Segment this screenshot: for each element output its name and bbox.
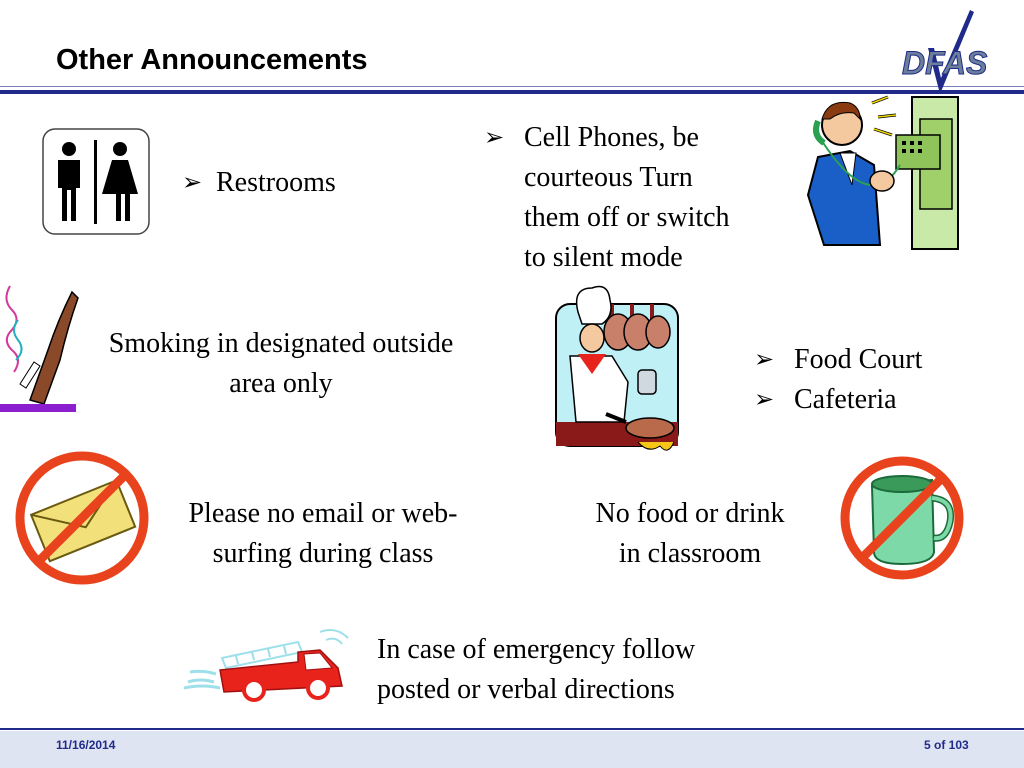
smoking-line-2: area only [229,368,333,399]
dfas-logo [900,8,1000,96]
email-text [150,494,496,574]
man-on-payphone-icon [800,95,966,255]
smoking-text [66,324,496,404]
food-bullets [754,340,922,420]
cell-phones-text [524,118,730,278]
cell-phones-line-2: courteous Turn [524,162,693,193]
title-divider [0,90,1024,94]
restrooms-label: Restrooms [216,167,336,198]
no-drink-icon [840,450,964,586]
restroom-sign-icon [42,128,150,235]
slide-title: Other Announcements [56,44,368,76]
cell-phones-line-4: to silent mode [524,242,683,273]
arrow-bullet-icon: ➢ [484,125,505,151]
no-food-line-1: No food or drink [595,498,785,529]
no-email-icon [14,450,150,586]
bullet-food-court [754,340,922,380]
bullet-restrooms [182,163,336,203]
arrow-bullet-icon: ➢ [754,347,775,373]
logo-text: DFAS [902,45,988,81]
email-line-1: Please no email or web- [188,498,458,529]
cell-phones-line-1: Cell Phones, be [524,122,699,153]
footer-band [0,731,1024,768]
fire-truck-icon [180,622,360,702]
no-food-text [560,494,820,574]
cafeteria-label: Cafeteria [794,384,897,415]
cell-phones-line-3: them off or switch [524,202,730,233]
arrow-bullet-icon: ➢ [182,170,203,196]
footer-date: 11/16/2014 [56,738,116,752]
bullet-cafeteria [754,380,922,420]
title-divider-thin [0,86,1024,87]
footer-page-number: 5 of 103 [924,738,969,752]
no-food-line-2: in classroom [618,538,762,569]
emergency-line-2: posted or verbal directions [377,674,675,705]
email-line-2: surfing during class [212,538,434,569]
emergency-line-1: In case of emergency follow [377,634,696,665]
bullet-cell-phones [484,118,730,278]
food-court-label: Food Court [794,344,923,375]
smoking-line-1: Smoking in designated outside [108,328,454,359]
emergency-text [377,630,797,710]
chef-cooking-icon [552,282,682,460]
footer-divider [0,728,1024,730]
arrow-bullet-icon: ➢ [754,387,775,413]
